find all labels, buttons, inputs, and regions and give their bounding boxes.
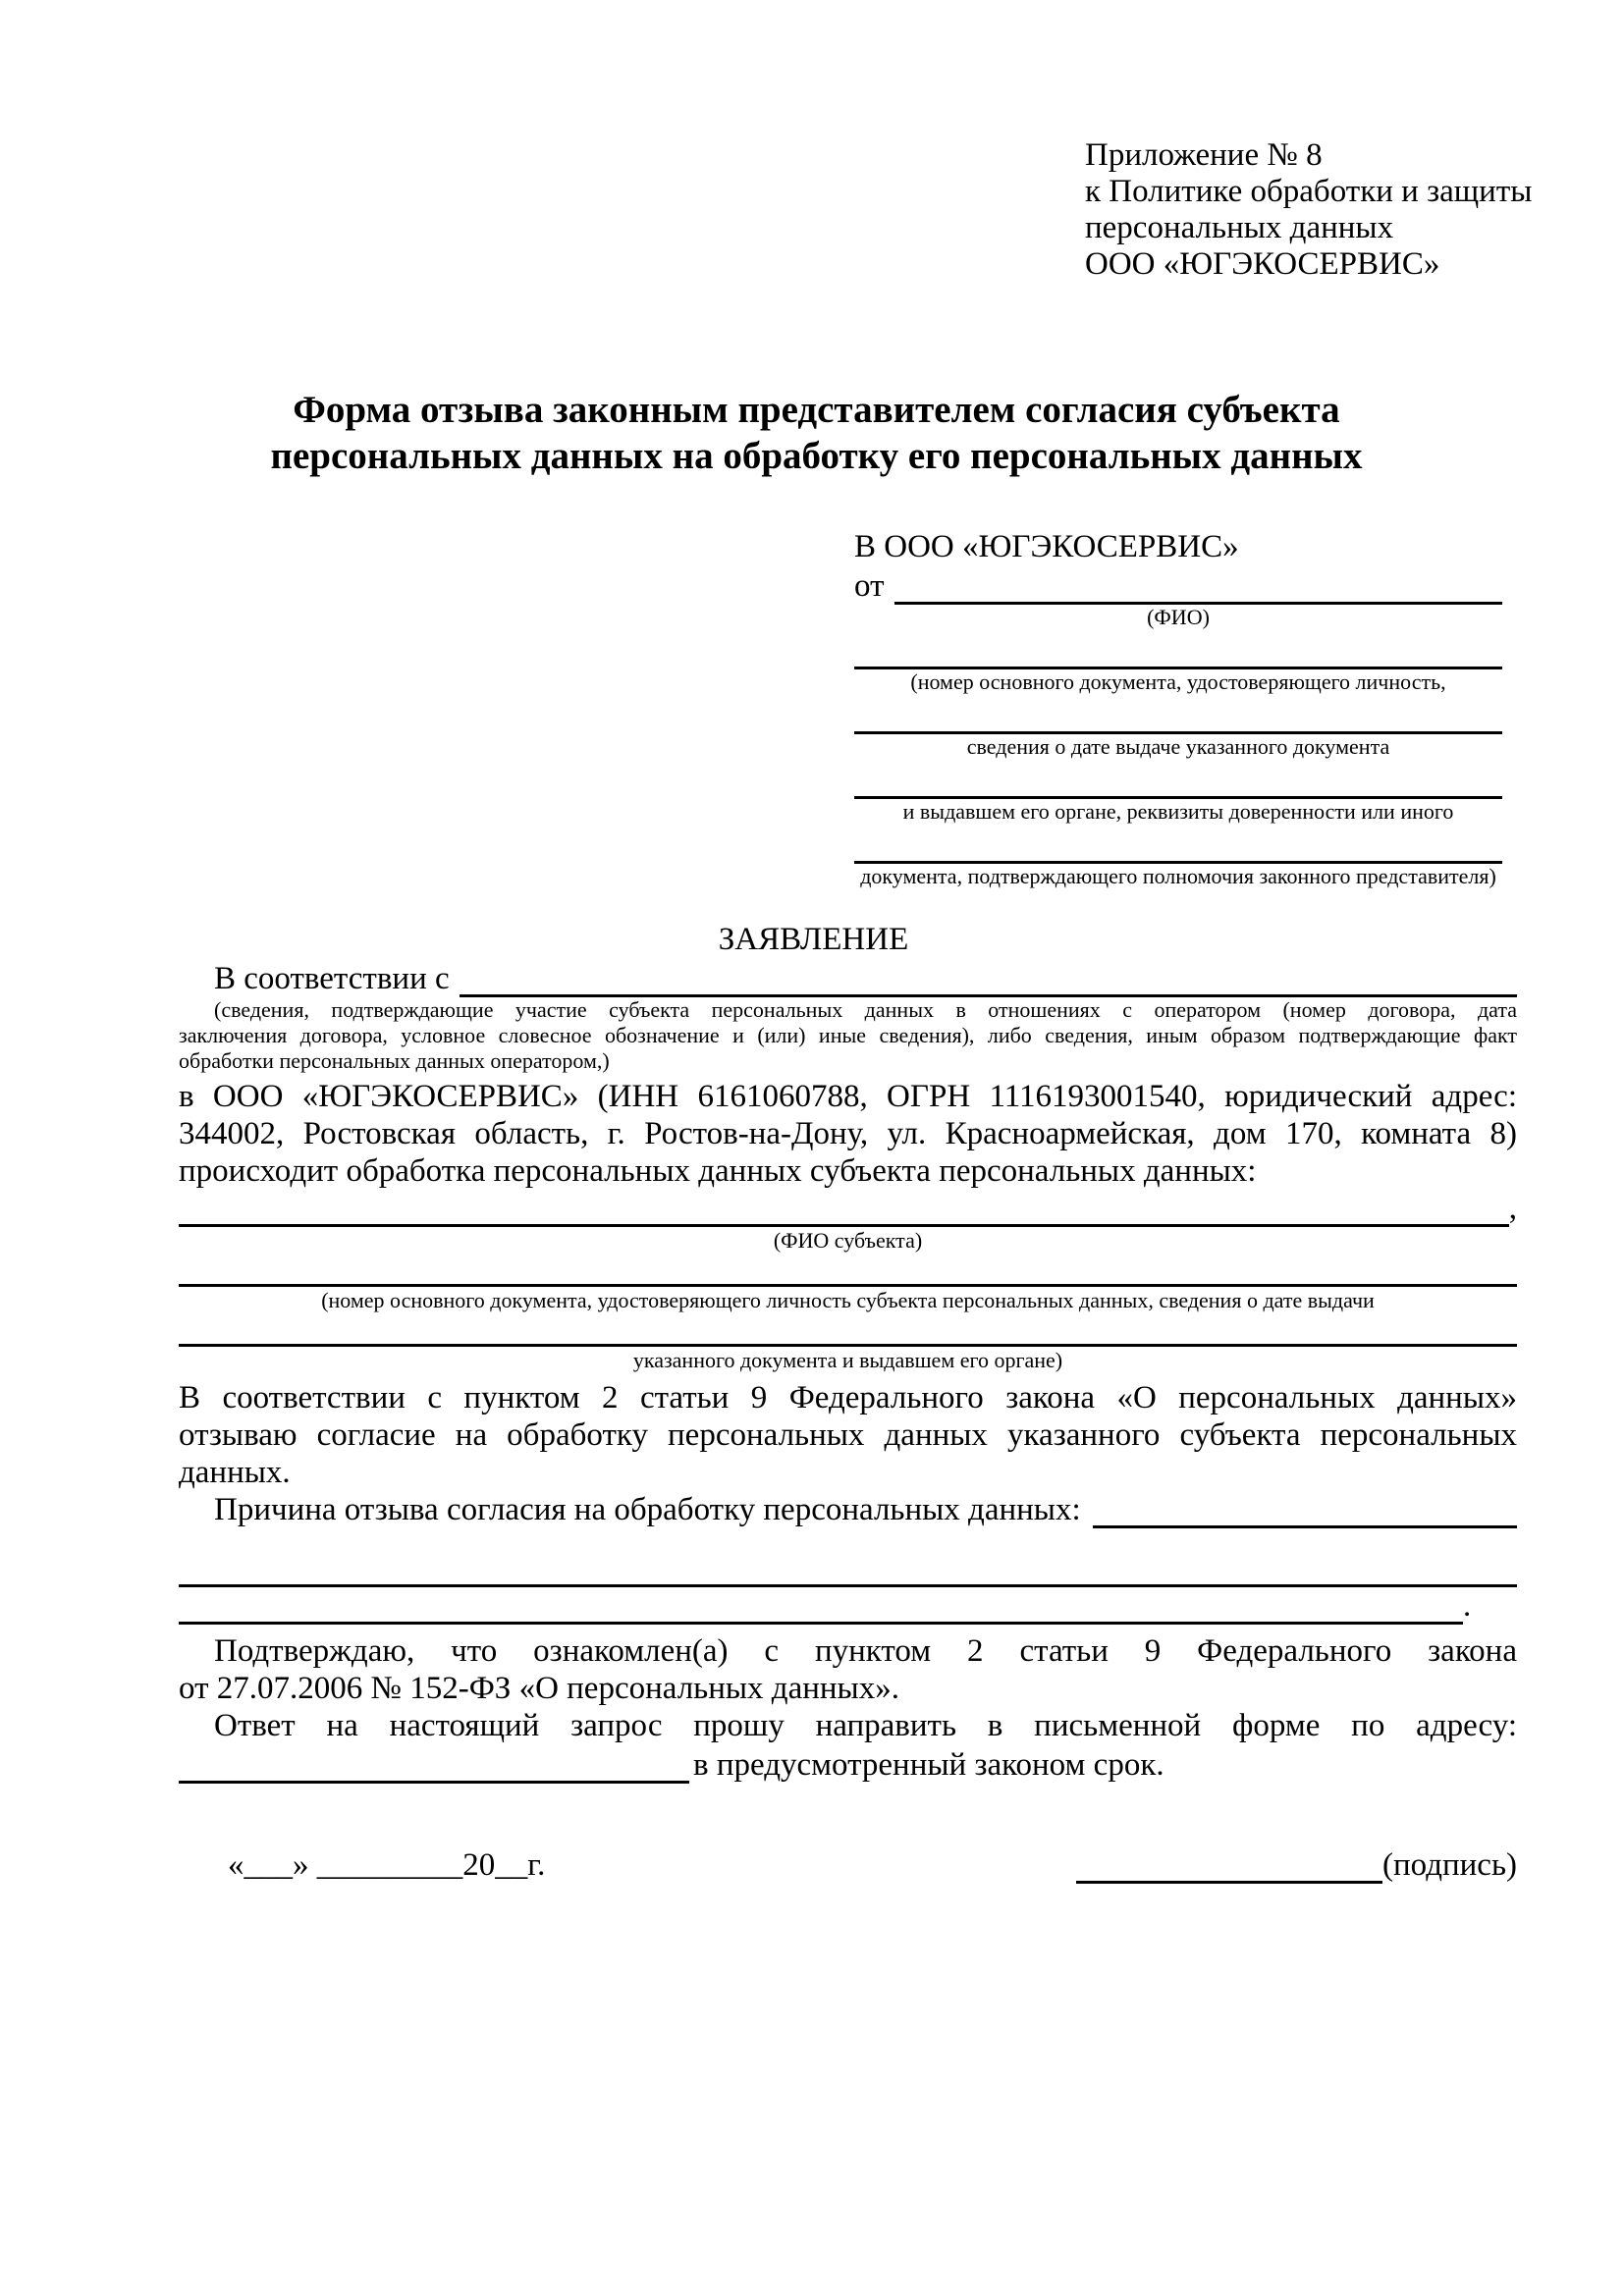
reason-label: Причина отзыва согласия на обработку персональных данных: [214,1492,1081,1527]
basis-caption-line: (сведения, подтверждающие участие субъекта персональных данных в отношениях с оператором (номер договора, дата [214,997,1517,1022]
operator-paragraph-line: происходит обработка персональных данных субъекта персональных данных: [179,1153,1257,1189]
addressee-from-row [854,565,1502,605]
date-signature-row [179,1846,1517,1884]
confirm-paragraph-line: Подтверждаю, что ознакомлен(а) с пунктом 2 статьи 9 Федерального закона [214,1633,1517,1669]
subject-fio-field[interactable] [179,1194,1509,1227]
subject-doc-row [179,1254,1517,1313]
withdrawal-paragraph-line: данных. [179,1455,291,1490]
reply-address-field[interactable] [179,1750,689,1784]
fio-caption: (ФИО) [1147,605,1210,629]
representative-doc-row [854,630,1502,695]
signature-block [1076,1846,1517,1884]
operator-paragraph [179,1078,1517,1190]
reason-extra-field-2[interactable] [179,1595,1463,1625]
subject-fio-caption: (ФИО субъекта) [773,1228,923,1253]
representative-doc-row [854,760,1502,825]
reply-suffix: в предусмотренный законом срок. [693,1747,1164,1783]
operator-paragraph-line: в ООО «ЮГЭКОСЕРВИС» (ИНН 6161060788, ОГРН 1116193001540, юридический адрес: [179,1079,1517,1114]
subject-fio-trailing-comma: , [1508,1191,1517,1226]
basis-caption-line: обработки персональных данных оператором,) [179,1048,610,1073]
reply-address-row [179,1744,1517,1784]
confirm-paragraph [179,1632,1517,1707]
representative-doc-row [854,695,1502,760]
representative-doc-field-3[interactable] [854,760,1502,799]
annex-header-line: ООО «ЮГЭКОСЕРВИС» [1085,246,1440,282]
signature-field[interactable] [1076,1858,1382,1884]
basis-caption [179,997,1517,1074]
document-title [179,387,1517,479]
annex-header-line: Приложение № 8 [1085,137,1323,173]
reason-field[interactable] [1093,1525,1517,1528]
annex-header-line: к Политике обработки и защиты [1085,174,1533,209]
representative-doc-field-4[interactable] [854,825,1502,864]
addressee-block [854,528,1502,889]
subject-doc-caption-1: (номер основного документа, удостоверяющего личность субъекта персональных данных, сведения о дате выдачи [321,1288,1375,1312]
reason-extra-row-2 [179,1587,1517,1625]
basis-caption-line: заключения договора, условное словесное обозначение и (или) иные сведения), либо сведения, иным образом подтверждающие факт [179,1023,1517,1047]
representative-doc-caption-2: сведения о дате выдаче указанного документа [966,734,1390,759]
annex-header-line: персональных данных [1085,210,1394,245]
representative-doc-field-1[interactable] [854,630,1502,669]
reply-label: Ответ на настоящий запрос прошу направить в письменной форме по адресу: [214,1708,1517,1743]
subject-doc-field-1[interactable] [179,1254,1517,1287]
subject-doc-field-2[interactable] [179,1313,1517,1347]
signature-caption: (подпись) [1382,1847,1517,1883]
withdrawal-paragraph [179,1379,1517,1491]
date-field[interactable]: «___» _________20__г. [228,1847,546,1883]
representative-doc-caption-3: и выдавшем его органе, реквизиты доверенности или иного [902,799,1454,824]
withdrawal-paragraph-line: отзываю согласие на обработку персональных данных указанного субъекта персональных [179,1417,1517,1453]
statement-heading: ЗАЯВЛЕНИЕ [718,922,909,957]
confirm-paragraph-line: от 27.07.2006 № 152-ФЗ «О персональных данных». [179,1671,899,1706]
representative-doc-caption-1: (номер основного документа, удостоверяющего личность, [910,669,1446,694]
subject-fio-row [179,1190,1517,1254]
document-title-line: Форма отзыва законным представителем согласия субъекта [293,389,1340,431]
reason-row [179,1491,1517,1528]
representative-doc-caption-4: документа, подтверждающего полномочия законного представителя) [860,864,1496,888]
representative-doc-row [854,825,1502,889]
withdrawal-paragraph-line: В соответствии с пунктом 2 статьи 9 Федерального закона «О персональных данных» [179,1380,1517,1415]
operator-paragraph-line: 344002, Ростовская область, г. Ростов-на-Дону, ул. Красноармейская, дом 170, комната 8) [179,1116,1517,1151]
annex-header-block [1085,137,1533,283]
from-label: от [854,568,885,604]
addressee-organization: В ООО «ЮГЭКОСЕРВИС» [854,529,1239,564]
subject-doc-row [179,1313,1517,1373]
representative-doc-field-2[interactable] [854,695,1502,734]
reason-extra-field-1[interactable] [179,1556,1517,1587]
basis-row [179,958,1517,997]
subject-doc-caption-2: указанного документа и выдавшем его органе) [632,1348,1063,1372]
trailing-period: . [1463,1588,1472,1624]
basis-label: В соответствии с [214,961,450,996]
document-title-line: персональных данных на обработку его персональных данных [270,435,1363,477]
